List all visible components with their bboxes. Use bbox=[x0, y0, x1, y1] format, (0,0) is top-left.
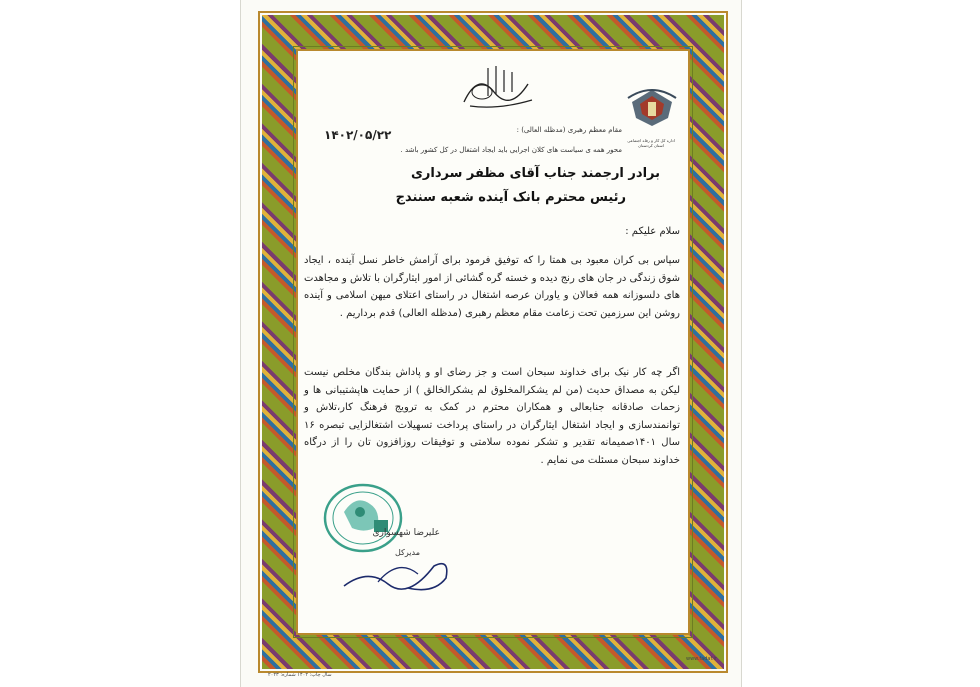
leader-quote-attribution: مقام معظم رهبری (مدظله العالی) : bbox=[516, 126, 622, 134]
leader-quote-text: محور همه ی سیاست های کلان اجرایی باید ایجاد اشتغال در کل کشور باشد . bbox=[400, 146, 622, 154]
letter-body bbox=[300, 52, 686, 632]
calligraphy-emblem bbox=[458, 62, 536, 112]
greeting: سلام علیکم : bbox=[625, 226, 680, 237]
body-paragraph-2: اگر چه کار نیک برای خداوند سبحان است و جز رضای او و پاداش بندگان مخلص نیست لیکن به مصداق حدیث (من لم یشکرالمخلوق لم یشکرالخالق ) از حمایت هاپشتیبانی ها و زحمات صادقانه جنابعالی و همکاران محترم در کمک به ترویج فرهنگ کار،تلاش و توانمندسازی و ایجاد اشتغال ایثارگران در راستای پرداخت تسهیلات اشتغالزایی تبصره ۱۶ سال ۱۴۰۱صمیمانه تقدیر و تشکر نموده سلامتی و توفیقات روزافزون تان را از درگاه خداوند سبحان مسئلت می نمایم . bbox=[304, 367, 680, 466]
recipient-name: برادر ارجمند جناب آقای مظفر سرداری bbox=[411, 166, 660, 181]
body-paragraph-1: سپاس بی کران معبود بی همتا را که توفیق فرمود برای آرامش خاطر نسل آینده ، ایجاد شوق زندگی در جان های رنج دیده و خسته گره گشائی از امور ایثارگران با تلاش و مجاهدت های دلسوزانه همه فعالان و یاوران عرصه اشتغال در راستای اعتلای میهن اسلامی و آینده روشن این سرزمین تحت زعامت مقام معظم رهبری (مدظله العالی) قدم برداریم . bbox=[304, 255, 680, 319]
footer-website: www.fadaf.ir bbox=[686, 656, 717, 662]
recipient-title: رئیس محترم بانک آینده شعبه سنندج bbox=[395, 190, 626, 205]
organization-logo bbox=[624, 82, 680, 144]
letter-date: ۱۴۰۲/۰۵/۲۲ bbox=[324, 128, 392, 142]
signer-name: علیرضا شهسواری bbox=[372, 528, 440, 538]
signer-role: مدیرکل bbox=[395, 548, 420, 557]
footer-print-code: سال چاپ: ۱۴۰۲ شماره: ۲۰۲۳ bbox=[268, 672, 332, 678]
logo-caption: اداره کل کار و رفاه اجتماعی استان کردستان bbox=[627, 138, 675, 148]
handwritten-signature bbox=[338, 538, 458, 598]
